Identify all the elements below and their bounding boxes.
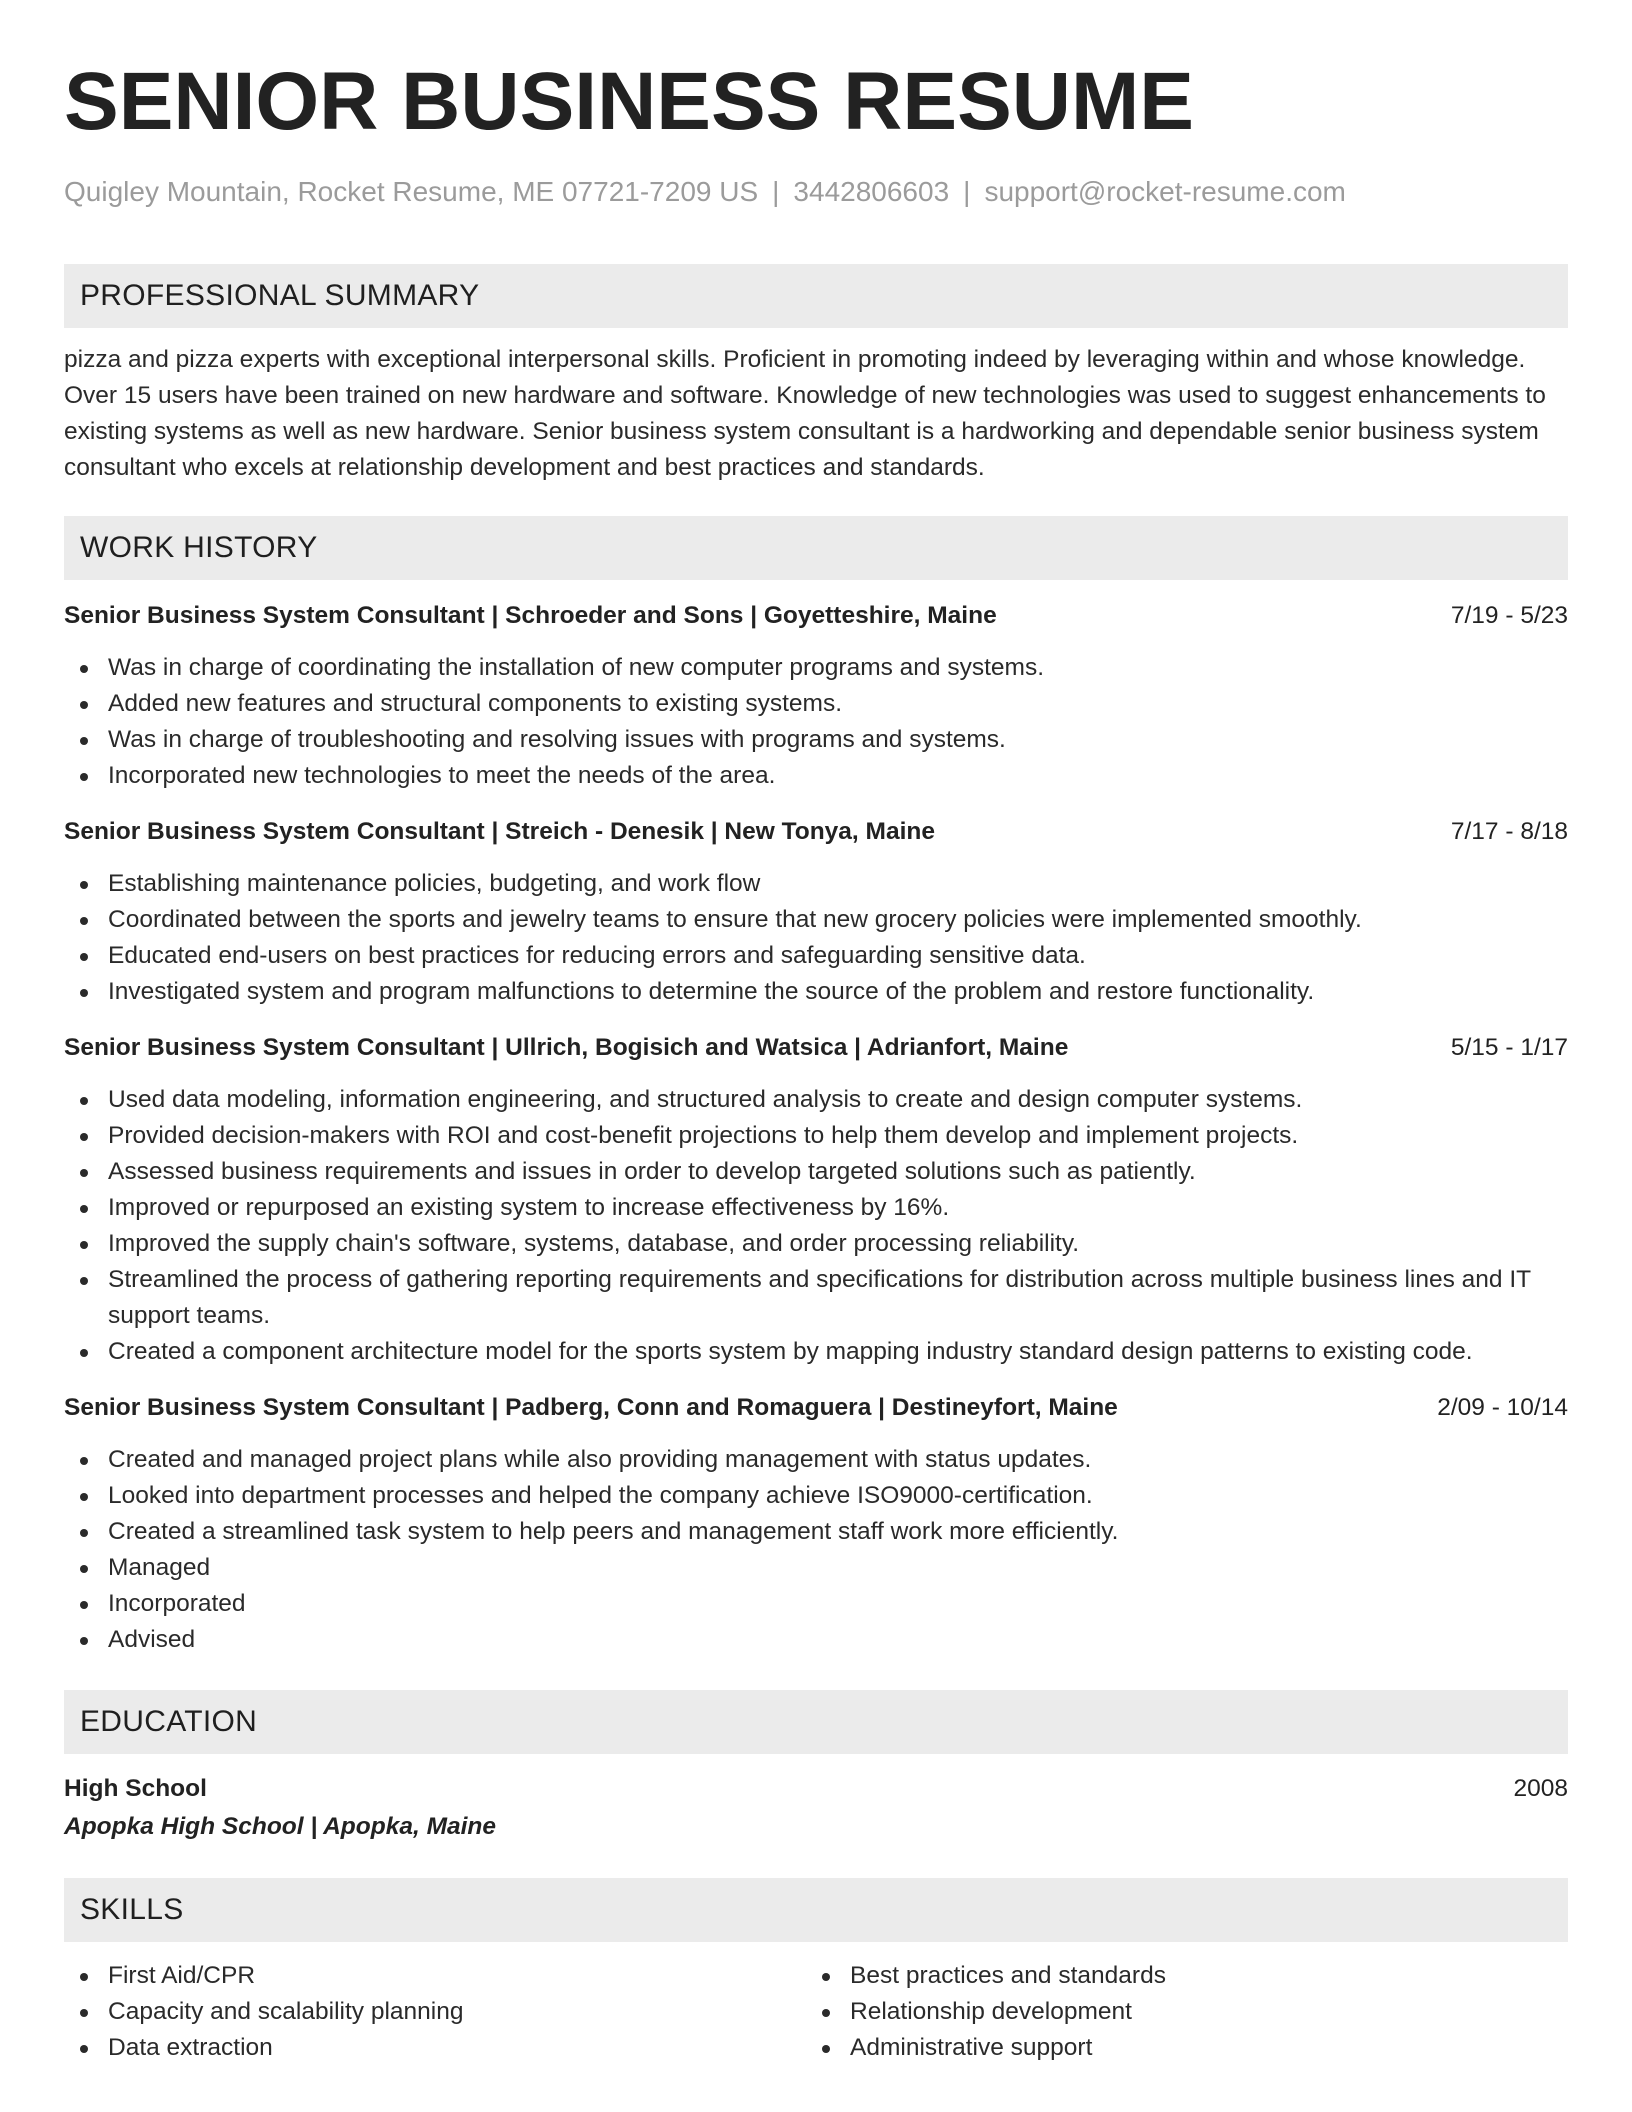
bullet-text: Was in charge of troubleshooting and resolving issues with programs and systems.: [108, 726, 1006, 753]
bullet-dot: [822, 1973, 830, 1981]
list-item: [64, 1118, 1568, 1154]
bullet-dot: [80, 1565, 88, 1573]
bullet-text: Advised: [108, 1626, 196, 1653]
job-bullets: [64, 1442, 1568, 1658]
resume-title: SENIOR BUSINESS RESUME: [64, 56, 1194, 147]
education-year: 2008: [1513, 1775, 1568, 1802]
section-heading-summary: PROFESSIONAL SUMMARY: [64, 264, 1568, 328]
list-item: [64, 1190, 1568, 1226]
bullet-text: Improved the supply chain's software, systems, database, and order processing reliability.: [108, 1230, 1080, 1257]
bullet-dot: [80, 881, 88, 889]
bullet-text: Improved or repurposed an existing system to increase effectiveness by 16%.: [108, 1194, 950, 1221]
bullet-dot: [80, 773, 88, 781]
bullet-dot: [80, 1529, 88, 1537]
education-degree: High School: [64, 1775, 207, 1802]
list-item: [64, 1622, 1568, 1658]
job-dates: 5/15 - 1/17: [1450, 1034, 1568, 1061]
contact-address: Quigley Mountain, Rocket Resume, ME 07721-7209 US: [64, 176, 759, 207]
list-item: [64, 1958, 806, 1994]
bullet-dot: [80, 1349, 88, 1357]
bullet-text: Coordinated between the sports and jewelry teams to ensure that new grocery policies were implemented smoothly.: [108, 906, 1362, 933]
job-title: Senior Business System Consultant | Schroeder and Sons | Goyetteshire, Maine: [64, 602, 997, 629]
list-item: [64, 758, 1568, 794]
contact-line: [64, 172, 1568, 212]
list-item: [64, 1334, 1568, 1370]
contact-phone: 3442806603: [793, 176, 950, 207]
bullet-dot: [80, 2009, 88, 2017]
bullet-text: Created and managed project plans while also providing management with status updates.: [108, 1446, 1092, 1473]
skills-list: [806, 1958, 1548, 2066]
bullet-text: Looked into department processes and helped the company achieve ISO9000-certification.: [108, 1482, 1093, 1509]
bullet-dot: [822, 2009, 830, 2017]
bullet-text: Investigated system and program malfunctions to determine the source of the problem and restore functionality.: [108, 978, 1315, 1005]
job-bullets: [64, 1082, 1568, 1370]
list-item: [64, 2030, 806, 2066]
skill-text: Capacity and scalability planning: [108, 1998, 464, 2025]
list-item: [64, 902, 1568, 938]
bullet-dot: [80, 2045, 88, 2053]
bullet-dot: [80, 665, 88, 673]
contact-separator: |: [772, 176, 780, 207]
section-heading-work-history: WORK HISTORY: [64, 516, 1568, 580]
list-item: [64, 1082, 1568, 1118]
list-item: [64, 686, 1568, 722]
bullet-dot: [80, 1205, 88, 1213]
bullet-text: Created a component architecture model for the sports system by mapping industry standard design patterns to existing code.: [108, 1338, 1473, 1365]
bullet-text: Managed: [108, 1554, 211, 1581]
bullet-dot: [80, 917, 88, 925]
bullet-text: Was in charge of coordinating the installation of new computer programs and systems.: [108, 654, 1045, 681]
list-item: [64, 1154, 1568, 1190]
skills-list: [64, 1958, 806, 2066]
bullet-dot: [80, 1169, 88, 1177]
list-item: [64, 974, 1568, 1010]
skills-column-left: [64, 1958, 806, 2066]
skills-column-right: [806, 1958, 1548, 2066]
bullet-text: Streamlined the process of gathering reporting requirements and specifications for distribution across multiple business lines and IT support teams.: [108, 1266, 1531, 1329]
list-item: [64, 938, 1568, 974]
skill-text: First Aid/CPR: [108, 1962, 256, 1989]
skills-grid: [64, 1958, 1568, 2066]
bullet-text: Added new features and structural components to existing systems.: [108, 690, 843, 717]
list-item: [64, 650, 1568, 686]
list-item: [806, 2030, 1548, 2066]
bullet-dot: [80, 1493, 88, 1501]
job-entry: [64, 814, 1568, 1010]
education-school: Apopka High School | Apopka, Maine: [64, 1813, 497, 1840]
job-entry: [64, 1390, 1568, 1658]
job-bullets: [64, 650, 1568, 794]
job-entry: [64, 598, 1568, 794]
job-dates: 7/19 - 5/23: [1450, 602, 1568, 629]
bullet-dot: [822, 2045, 830, 2053]
bullet-dot: [80, 737, 88, 745]
list-item: [64, 1586, 1568, 1622]
bullet-text: Created a streamlined task system to help peers and management staff work more efficiently.: [108, 1518, 1119, 1545]
bullet-dot: [80, 1601, 88, 1609]
job-header: [64, 814, 1568, 850]
bullet-text: Assessed business requirements and issues in order to develop targeted solutions such as patiently.: [108, 1158, 1196, 1185]
bullet-text: Incorporated: [108, 1590, 246, 1617]
list-item: [64, 1994, 806, 2030]
list-item: [806, 1958, 1548, 1994]
bullet-text: Provided decision-makers with ROI and cost-benefit projections to help them develop and implement projects.: [108, 1122, 1299, 1149]
bullet-dot: [80, 1637, 88, 1645]
skill-text: Best practices and standards: [850, 1962, 1166, 1989]
job-title: Senior Business System Consultant | Ullrich, Bogisich and Watsica | Adrianfort, Maine: [64, 1034, 1069, 1061]
skill-text: Relationship development: [850, 1998, 1132, 2025]
bullet-dot: [80, 1097, 88, 1105]
job-dates: 2/09 - 10/14: [1437, 1394, 1568, 1421]
contact-separator: |: [963, 176, 971, 207]
job-header: [64, 1390, 1568, 1426]
job-dates: 7/17 - 8/18: [1450, 818, 1568, 845]
skill-text: Data extraction: [108, 2034, 273, 2061]
list-item: [806, 1994, 1548, 2030]
job-header: [64, 598, 1568, 634]
education-header: [64, 1770, 1568, 1808]
bullet-dot: [80, 1277, 88, 1285]
job-title: Senior Business System Consultant | Streich - Denesik | New Tonya, Maine: [64, 818, 935, 845]
bullet-dot: [80, 1973, 88, 1981]
bullet-dot: [80, 1457, 88, 1465]
section-heading-skills: SKILLS: [64, 1878, 1568, 1942]
education-entry: [64, 1770, 1568, 1846]
job-title: Senior Business System Consultant | Padberg, Conn and Romaguera | Destineyfort, Maine: [64, 1394, 1118, 1421]
job-entry: [64, 1030, 1568, 1370]
summary-text: pizza and pizza experts with exceptional interpersonal skills. Proficient in promoting indeed by leveraging within and whose knowledge. Over 15 users have been trained on new hardware and software. Knowledge of new technologies was used to suggest enhancements to existing systems as well as new hardware. Senior business system consultant is a hardworking and dependable senior business system consultant who excels at relationship development and best practices and standards.: [64, 346, 1546, 481]
list-item: [64, 1478, 1568, 1514]
bullet-dot: [80, 1133, 88, 1141]
bullet-text: Establishing maintenance policies, budgeting, and work flow: [108, 870, 761, 897]
list-item: [64, 1550, 1568, 1586]
contact-email: support@rocket-resume.com: [984, 176, 1346, 207]
bullet-text: Used data modeling, information engineering, and structured analysis to create and design computer systems.: [108, 1086, 1303, 1113]
list-item: [64, 1514, 1568, 1550]
section-heading-education: EDUCATION: [64, 1690, 1568, 1754]
list-item: [64, 1442, 1568, 1478]
list-item: [64, 866, 1568, 902]
skill-text: Administrative support: [850, 2034, 1093, 2061]
list-item: [64, 722, 1568, 758]
bullet-dot: [80, 953, 88, 961]
job-header: [64, 1030, 1568, 1066]
list-item: [64, 1226, 1568, 1262]
bullet-dot: [80, 701, 88, 709]
list-item: [64, 1262, 1568, 1334]
bullet-dot: [80, 989, 88, 997]
bullet-text: Incorporated new technologies to meet the needs of the area.: [108, 762, 776, 789]
job-bullets: [64, 866, 1568, 1010]
bullet-text: Educated end-users on best practices for reducing errors and safeguarding sensitive data.: [108, 942, 1086, 969]
bullet-dot: [80, 1241, 88, 1249]
